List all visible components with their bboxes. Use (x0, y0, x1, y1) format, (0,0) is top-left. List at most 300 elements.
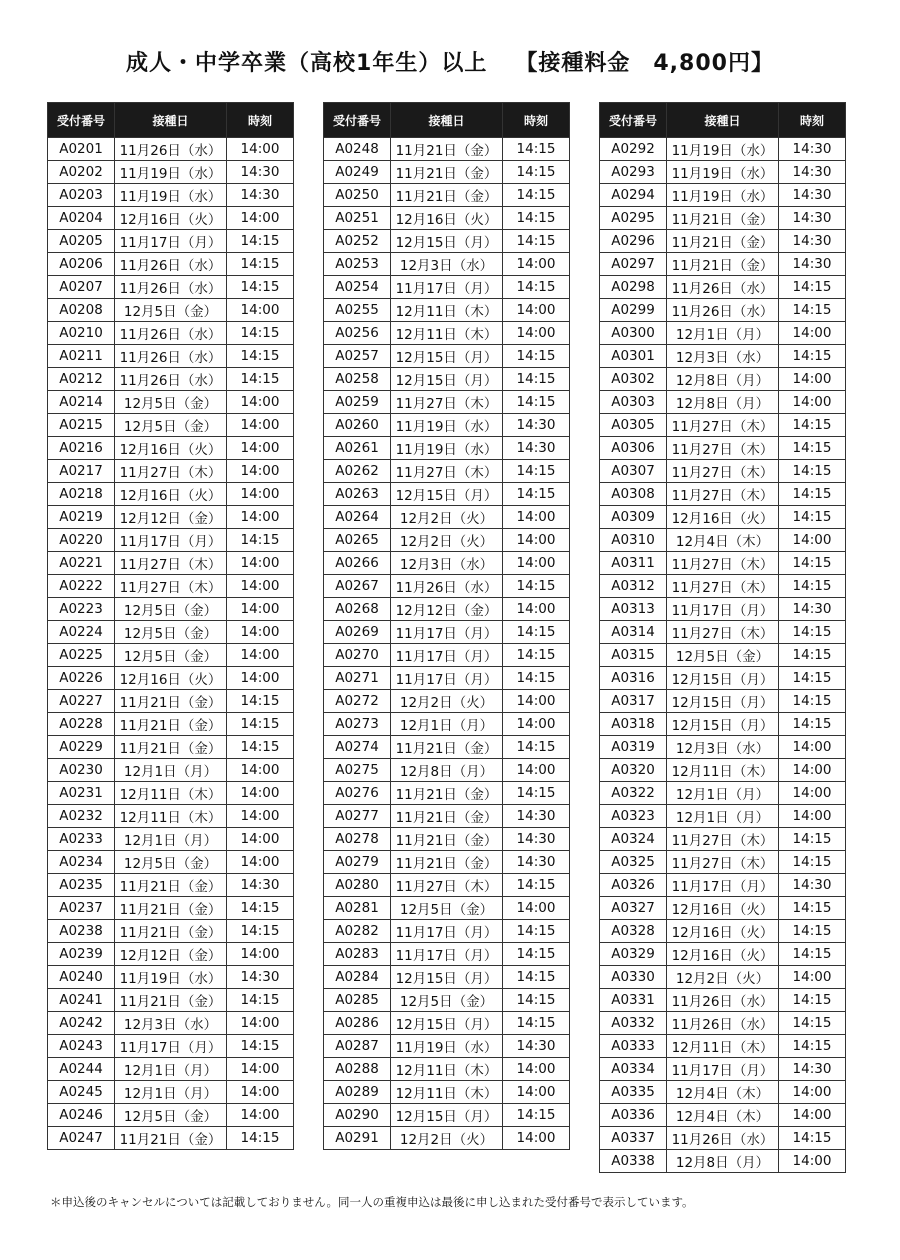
vaccination-date-cell: 12月16日（火） (115, 437, 227, 460)
time-cell: 14:00 (779, 322, 846, 345)
table-row (600, 943, 846, 966)
time-cell: 14:00 (503, 690, 570, 713)
time-cell: 14:15 (227, 253, 294, 276)
vaccination-date-cell: 12月3日（水） (391, 552, 503, 575)
reception-number-cell: A0317 (600, 690, 667, 713)
vaccination-date-cell: 11月19日（水） (115, 161, 227, 184)
reception-number-cell: A0277 (324, 805, 391, 828)
reception-number-cell: A0329 (600, 943, 667, 966)
reception-number-cell: A0311 (600, 552, 667, 575)
reception-number-cell: A0223 (48, 598, 115, 621)
reception-number-cell: A0201 (48, 138, 115, 161)
table-row (600, 575, 846, 598)
time-cell: 14:15 (503, 483, 570, 506)
table-row (48, 391, 294, 414)
reception-number-cell: A0222 (48, 575, 115, 598)
reception-number-cell: A0322 (600, 782, 667, 805)
time-cell: 14:00 (227, 644, 294, 667)
reception-number-cell: A0310 (600, 529, 667, 552)
vaccination-date-cell: 11月27日（木） (391, 874, 503, 897)
vaccination-date-cell: 12月15日（月） (391, 1012, 503, 1035)
reception-number-cell: A0302 (600, 368, 667, 391)
vaccination-date-cell: 12月8日（月） (391, 759, 503, 782)
time-cell: 14:15 (227, 529, 294, 552)
time-cell: 14:30 (779, 138, 846, 161)
time-cell: 14:30 (779, 874, 846, 897)
table-row (324, 621, 570, 644)
time-cell: 14:00 (227, 207, 294, 230)
vaccination-date-cell: 12月1日（月） (115, 759, 227, 782)
reception-number-cell: A0285 (324, 989, 391, 1012)
vaccination-date-cell: 12月16日（火） (115, 483, 227, 506)
vaccination-date-cell: 11月21日（金） (115, 874, 227, 897)
table-row (48, 920, 294, 943)
table-row (324, 1104, 570, 1127)
time-cell: 14:00 (227, 437, 294, 460)
reception-number-cell: A0212 (48, 368, 115, 391)
table-row (324, 966, 570, 989)
vaccination-date-cell: 12月3日（水） (391, 253, 503, 276)
table-row (48, 644, 294, 667)
table-row (324, 184, 570, 207)
time-cell: 14:15 (227, 1127, 294, 1150)
vaccination-date-cell: 12月3日（水） (667, 736, 779, 759)
vaccination-date-cell: 11月26日（水） (115, 322, 227, 345)
table-row (48, 621, 294, 644)
reception-number-cell: A0266 (324, 552, 391, 575)
time-cell: 14:15 (227, 276, 294, 299)
time-cell: 14:15 (227, 690, 294, 713)
vaccination-date-cell: 11月27日（木） (667, 575, 779, 598)
reception-number-cell: A0268 (324, 598, 391, 621)
vaccination-date-cell: 12月16日（火） (667, 506, 779, 529)
vaccination-date-cell: 11月26日（水） (115, 345, 227, 368)
time-cell: 14:00 (227, 1012, 294, 1035)
reception-number-cell: A0306 (600, 437, 667, 460)
table-row (324, 207, 570, 230)
table-row (48, 851, 294, 874)
reception-number-cell: A0252 (324, 230, 391, 253)
reception-number-cell: A0255 (324, 299, 391, 322)
vaccination-date-cell: 12月11日（木） (115, 782, 227, 805)
reception-number-cell: A0235 (48, 874, 115, 897)
reception-number-cell: A0216 (48, 437, 115, 460)
time-cell: 14:15 (779, 299, 846, 322)
reception-number-cell: A0202 (48, 161, 115, 184)
vaccination-date-cell: 12月16日（火） (115, 667, 227, 690)
reception-number-cell: A0276 (324, 782, 391, 805)
time-cell: 14:15 (779, 1127, 846, 1150)
vaccination-date-cell: 12月5日（金） (391, 989, 503, 1012)
vaccination-date-cell: 11月27日（木） (667, 621, 779, 644)
reception-number-cell: A0282 (324, 920, 391, 943)
time-cell: 14:15 (779, 943, 846, 966)
table-row (48, 437, 294, 460)
table-row (600, 621, 846, 644)
title-main: 成人・中学卒業（高校1年生）以上 (126, 51, 488, 76)
reception-number-cell: A0237 (48, 897, 115, 920)
table-row (600, 138, 846, 161)
time-cell: 14:15 (779, 621, 846, 644)
vaccination-date-cell: 12月3日（水） (667, 345, 779, 368)
header-reception-number: 受付番号 (324, 103, 391, 138)
reception-number-cell: A0205 (48, 230, 115, 253)
time-cell: 14:15 (503, 230, 570, 253)
table-row (324, 759, 570, 782)
time-cell: 14:00 (503, 506, 570, 529)
vaccination-date-cell: 11月21日（金） (391, 736, 503, 759)
table-row (600, 1127, 846, 1150)
table-row (600, 1081, 846, 1104)
time-cell: 14:00 (779, 1150, 846, 1173)
reception-number-cell: A0284 (324, 966, 391, 989)
reception-number-cell: A0234 (48, 851, 115, 874)
table-row (48, 1058, 294, 1081)
time-cell: 14:30 (503, 851, 570, 874)
table-row (48, 529, 294, 552)
table-row (48, 506, 294, 529)
reception-number-cell: A0215 (48, 414, 115, 437)
time-cell: 14:00 (779, 805, 846, 828)
table-row (600, 322, 846, 345)
reception-number-cell: A0230 (48, 759, 115, 782)
header-vaccination-date: 接種日 (391, 103, 503, 138)
time-cell: 14:30 (779, 230, 846, 253)
reception-number-cell: A0279 (324, 851, 391, 874)
table-row (324, 713, 570, 736)
schedule-table-2 (323, 102, 570, 1150)
reception-number-cell: A0233 (48, 828, 115, 851)
time-cell: 14:00 (779, 1104, 846, 1127)
table-row (48, 874, 294, 897)
vaccination-date-cell: 12月12日（金） (391, 598, 503, 621)
vaccination-date-cell: 11月21日（金） (115, 736, 227, 759)
vaccination-date-cell: 12月1日（月） (115, 1081, 227, 1104)
header-vaccination-date: 接種日 (667, 103, 779, 138)
reception-number-cell: A0286 (324, 1012, 391, 1035)
table-row (600, 483, 846, 506)
vaccination-date-cell: 11月21日（金） (115, 920, 227, 943)
table-row (48, 1035, 294, 1058)
vaccination-date-cell: 11月21日（金） (115, 897, 227, 920)
time-cell: 14:00 (227, 506, 294, 529)
table-row (600, 230, 846, 253)
reception-number-cell: A0220 (48, 529, 115, 552)
vaccination-date-cell: 11月27日（木） (667, 460, 779, 483)
reception-number-cell: A0331 (600, 989, 667, 1012)
time-cell: 14:00 (779, 966, 846, 989)
time-cell: 14:30 (227, 874, 294, 897)
reception-number-cell: A0328 (600, 920, 667, 943)
reception-number-cell: A0249 (324, 161, 391, 184)
reception-number-cell: A0259 (324, 391, 391, 414)
table-row (324, 368, 570, 391)
vaccination-date-cell: 12月5日（金） (115, 598, 227, 621)
vaccination-date-cell: 12月15日（月） (391, 1104, 503, 1127)
time-cell: 14:15 (227, 989, 294, 1012)
vaccination-date-cell: 12月16日（火） (391, 207, 503, 230)
reception-number-cell: A0221 (48, 552, 115, 575)
reception-number-cell: A0250 (324, 184, 391, 207)
reception-number-cell: A0254 (324, 276, 391, 299)
reception-number-cell: A0256 (324, 322, 391, 345)
reception-number-cell: A0333 (600, 1035, 667, 1058)
vaccination-date-cell: 12月11日（木） (667, 1035, 779, 1058)
table-row (324, 230, 570, 253)
time-cell: 14:15 (503, 874, 570, 897)
reception-number-cell: A0239 (48, 943, 115, 966)
vaccination-date-cell: 11月27日（木） (391, 460, 503, 483)
vaccination-date-cell: 11月19日（水） (667, 161, 779, 184)
table-row (324, 506, 570, 529)
vaccination-date-cell: 11月21日（金） (115, 713, 227, 736)
table-row (600, 207, 846, 230)
reception-number-cell: A0245 (48, 1081, 115, 1104)
time-cell: 14:00 (779, 736, 846, 759)
time-cell: 14:15 (503, 207, 570, 230)
vaccination-date-cell: 12月4日（木） (667, 529, 779, 552)
table-row (324, 828, 570, 851)
time-cell: 14:00 (227, 483, 294, 506)
table-row (48, 943, 294, 966)
reception-number-cell: A0229 (48, 736, 115, 759)
time-cell: 14:15 (227, 345, 294, 368)
vaccination-date-cell: 12月11日（木） (667, 759, 779, 782)
vaccination-date-cell: 11月26日（水） (667, 276, 779, 299)
vaccination-date-cell: 12月5日（金） (115, 1104, 227, 1127)
time-cell: 14:15 (779, 506, 846, 529)
table-row (600, 368, 846, 391)
table-row (48, 828, 294, 851)
table-row (600, 299, 846, 322)
vaccination-date-cell: 12月5日（金） (115, 644, 227, 667)
schedule-table-3 (599, 102, 846, 1173)
table-row (600, 851, 846, 874)
time-cell: 14:30 (503, 805, 570, 828)
time-cell: 14:30 (779, 184, 846, 207)
vaccination-date-cell: 12月2日（火） (667, 966, 779, 989)
reception-number-cell: A0293 (600, 161, 667, 184)
table-row (324, 345, 570, 368)
vaccination-date-cell: 11月27日（木） (667, 414, 779, 437)
vaccination-date-cell: 11月27日（木） (667, 437, 779, 460)
vaccination-date-cell: 12月5日（金） (115, 299, 227, 322)
reception-number-cell: A0231 (48, 782, 115, 805)
table-row (324, 322, 570, 345)
table-row (48, 161, 294, 184)
reception-number-cell: A0334 (600, 1058, 667, 1081)
time-cell: 14:15 (779, 1035, 846, 1058)
time-cell: 14:15 (503, 276, 570, 299)
table-row (324, 782, 570, 805)
vaccination-date-cell: 12月11日（木） (391, 1081, 503, 1104)
table-row (324, 667, 570, 690)
time-cell: 14:00 (779, 782, 846, 805)
vaccination-date-cell: 11月21日（金） (115, 690, 227, 713)
time-cell: 14:15 (779, 276, 846, 299)
vaccination-date-cell: 11月17日（月） (391, 644, 503, 667)
table-row (48, 230, 294, 253)
vaccination-date-cell: 11月21日（金） (391, 161, 503, 184)
table-row (48, 575, 294, 598)
table-row (324, 1035, 570, 1058)
time-cell: 14:00 (503, 598, 570, 621)
time-cell: 14:30 (227, 966, 294, 989)
table-row (324, 391, 570, 414)
time-cell: 14:15 (227, 920, 294, 943)
time-cell: 14:30 (503, 1035, 570, 1058)
time-cell: 14:00 (779, 391, 846, 414)
table-row (48, 184, 294, 207)
vaccination-date-cell: 12月2日（火） (391, 506, 503, 529)
table-row (324, 644, 570, 667)
reception-number-cell: A0303 (600, 391, 667, 414)
table-row (48, 713, 294, 736)
time-cell: 14:15 (779, 989, 846, 1012)
vaccination-date-cell: 11月27日（木） (667, 552, 779, 575)
table-row (600, 253, 846, 276)
reception-number-cell: A0294 (600, 184, 667, 207)
vaccination-date-cell: 11月17日（月） (115, 230, 227, 253)
table-row (48, 1127, 294, 1150)
vaccination-date-cell: 12月15日（月） (667, 713, 779, 736)
vaccination-date-cell: 11月21日（金） (391, 184, 503, 207)
reception-number-cell: A0214 (48, 391, 115, 414)
time-cell: 14:15 (503, 184, 570, 207)
vaccination-date-cell: 11月21日（金） (391, 851, 503, 874)
table-row (600, 897, 846, 920)
vaccination-date-cell: 12月1日（月） (115, 828, 227, 851)
time-cell: 14:00 (227, 598, 294, 621)
reception-number-cell: A0248 (324, 138, 391, 161)
table-row (600, 690, 846, 713)
table-row (324, 575, 570, 598)
header-vaccination-date: 接種日 (115, 103, 227, 138)
time-cell: 14:15 (779, 460, 846, 483)
vaccination-date-cell: 12月8日（月） (667, 368, 779, 391)
footnote: ＊申込後のキャンセルについては記載しておりません。同一人の重複申込は最後に申し込まれた受付番号で表示しています。 (50, 1195, 694, 1209)
table-row (600, 345, 846, 368)
reception-number-cell: A0241 (48, 989, 115, 1012)
table-row (600, 805, 846, 828)
table-row (600, 644, 846, 667)
header-time: 時刻 (779, 103, 846, 138)
table-row (48, 414, 294, 437)
reception-number-cell: A0280 (324, 874, 391, 897)
time-cell: 14:15 (779, 713, 846, 736)
table-row (324, 920, 570, 943)
time-cell: 14:00 (227, 575, 294, 598)
table-row (600, 667, 846, 690)
time-cell: 14:15 (779, 644, 846, 667)
table-row (600, 529, 846, 552)
reception-number-cell: A0292 (600, 138, 667, 161)
reception-number-cell: A0224 (48, 621, 115, 644)
vaccination-date-cell: 12月4日（木） (667, 1104, 779, 1127)
reception-number-cell: A0271 (324, 667, 391, 690)
time-cell: 14:00 (503, 759, 570, 782)
vaccination-date-cell: 11月21日（金） (667, 230, 779, 253)
vaccination-date-cell: 12月1日（月） (667, 782, 779, 805)
vaccination-date-cell: 12月5日（金） (115, 621, 227, 644)
table-row (324, 851, 570, 874)
time-cell: 14:15 (503, 161, 570, 184)
time-cell: 14:00 (503, 897, 570, 920)
reception-number-cell: A0315 (600, 644, 667, 667)
vaccination-date-cell: 12月12日（金） (115, 943, 227, 966)
reception-number-cell: A0263 (324, 483, 391, 506)
time-cell: 14:15 (503, 667, 570, 690)
reception-number-cell: A0323 (600, 805, 667, 828)
time-cell: 14:00 (779, 759, 846, 782)
table-row (324, 943, 570, 966)
reception-number-cell: A0314 (600, 621, 667, 644)
reception-number-cell: A0325 (600, 851, 667, 874)
table-row (48, 897, 294, 920)
time-cell: 14:15 (779, 920, 846, 943)
reception-number-cell: A0270 (324, 644, 391, 667)
time-cell: 14:00 (227, 667, 294, 690)
schedule-table-1 (47, 102, 294, 1150)
time-cell: 14:30 (779, 598, 846, 621)
page-title (0, 46, 900, 77)
table-row (324, 299, 570, 322)
vaccination-date-cell: 11月27日（木） (115, 460, 227, 483)
reception-number-cell: A0281 (324, 897, 391, 920)
vaccination-date-cell: 11月17日（月） (115, 529, 227, 552)
time-cell: 14:15 (779, 414, 846, 437)
vaccination-date-cell: 12月2日（火） (391, 690, 503, 713)
table-row (48, 207, 294, 230)
table-row (600, 828, 846, 851)
vaccination-date-cell: 12月11日（木） (391, 299, 503, 322)
time-cell: 14:00 (779, 1081, 846, 1104)
time-cell: 14:30 (227, 184, 294, 207)
vaccination-date-cell: 11月26日（水） (667, 989, 779, 1012)
vaccination-date-cell: 11月21日（金） (115, 989, 227, 1012)
time-cell: 14:00 (227, 138, 294, 161)
reception-number-cell: A0308 (600, 483, 667, 506)
time-cell: 14:15 (779, 851, 846, 874)
time-cell: 14:15 (227, 713, 294, 736)
reception-number-cell: A0218 (48, 483, 115, 506)
table-row (324, 736, 570, 759)
vaccination-date-cell: 12月15日（月） (667, 667, 779, 690)
vaccination-date-cell: 12月15日（月） (391, 483, 503, 506)
table-row (600, 276, 846, 299)
reception-number-cell: A0260 (324, 414, 391, 437)
table-row (324, 1127, 570, 1150)
vaccination-date-cell: 12月5日（金） (667, 644, 779, 667)
time-cell: 14:30 (779, 161, 846, 184)
header-time: 時刻 (503, 103, 570, 138)
time-cell: 14:00 (227, 391, 294, 414)
reception-number-cell: A0309 (600, 506, 667, 529)
table-row (324, 483, 570, 506)
time-cell: 14:15 (503, 1012, 570, 1035)
reception-number-cell: A0337 (600, 1127, 667, 1150)
vaccination-date-cell: 11月21日（金） (115, 1127, 227, 1150)
vaccination-date-cell: 11月27日（木） (115, 552, 227, 575)
reception-number-cell: A0240 (48, 966, 115, 989)
reception-number-cell: A0326 (600, 874, 667, 897)
time-cell: 14:15 (503, 943, 570, 966)
reception-number-cell: A0335 (600, 1081, 667, 1104)
reception-number-cell: A0211 (48, 345, 115, 368)
time-cell: 14:30 (503, 828, 570, 851)
table-row (600, 161, 846, 184)
table-row (48, 966, 294, 989)
